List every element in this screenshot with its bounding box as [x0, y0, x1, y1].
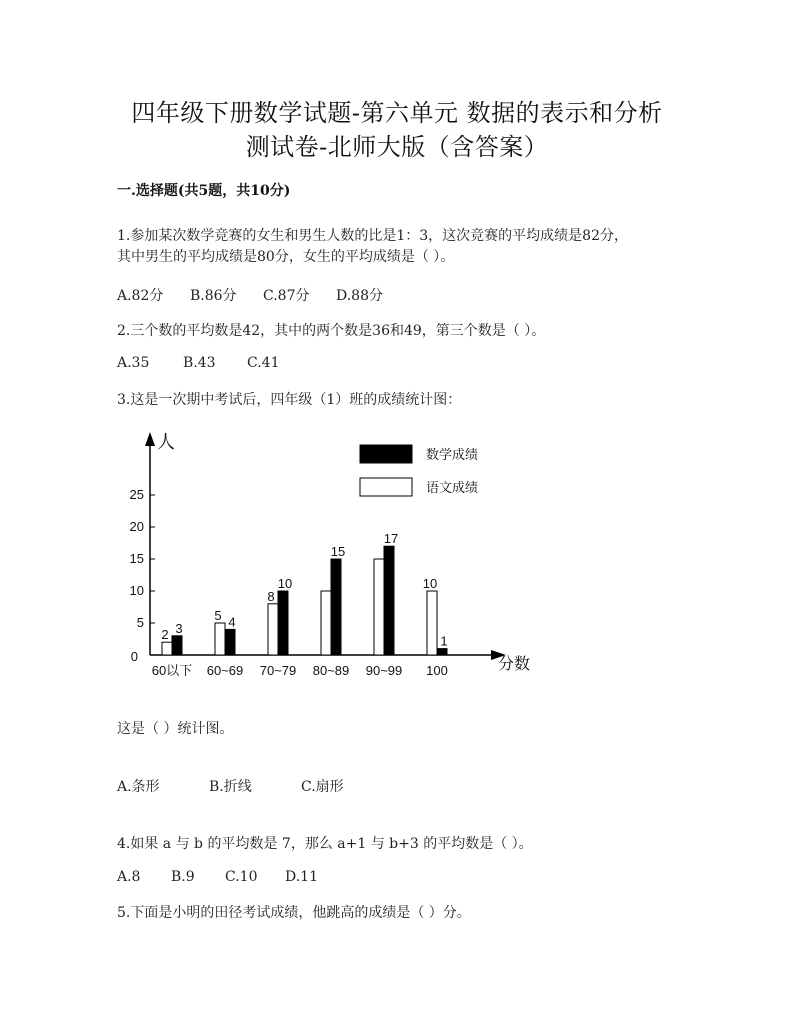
bar-data-label: 10 [422, 576, 438, 591]
question-5-text: 5.下面是小明的田径考试成绩，他跳高的成绩是（ ）分。 [117, 905, 471, 921]
x-tick-label: 90~99 [365, 663, 403, 678]
question-4-option-d[interactable]: D.11 [285, 869, 318, 885]
bar-data-label: 2 [161, 627, 169, 643]
question-2-option-a[interactable]: A.35 [117, 355, 150, 371]
bar-data-label: 4 [228, 614, 236, 630]
bar [331, 559, 341, 655]
legend-swatch [360, 478, 412, 496]
grade-bar-chart [110, 420, 550, 690]
question-1-option-a[interactable]: A.82分 [117, 288, 164, 304]
question-1-text-line-2: 其中男生的平均成绩是80分，女生的平均成绩是（ ）。 [117, 249, 455, 265]
question-3-option-a[interactable]: A.条形 [117, 779, 160, 795]
question-3-option-b[interactable]: B.折线 [209, 779, 252, 795]
question-3-followup: 这是（ ）统计图。 [117, 721, 234, 737]
x-tick-label: 60~69 [206, 663, 244, 678]
bar [384, 546, 394, 655]
legend-label: 语文成绩 [426, 480, 479, 495]
bar [437, 649, 447, 655]
bar-data-label: 10 [277, 576, 293, 591]
y-tick-label: 20 [129, 519, 144, 534]
document-title-line-2: 测试卷-北师大版（含答案） [245, 133, 549, 161]
bar [268, 604, 278, 655]
legend-swatch [360, 445, 412, 463]
x-tick-label: 100 [426, 663, 448, 678]
question-3-text: 3.这是一次期中考试后，四年级（1）班的成绩统计图： [117, 392, 462, 408]
bar-data-label: 5 [214, 608, 222, 623]
bar [162, 642, 172, 655]
y-tick-label: 5 [136, 615, 144, 630]
bar [278, 591, 288, 655]
question-2-text: 2.三个数的平均数是42，其中的两个数是36和49，第三个数是（ ）。 [117, 323, 546, 339]
question-3-option-c[interactable]: C.扇形 [301, 779, 344, 795]
bar-data-label: 1 [440, 633, 448, 649]
bar-data-label: 17 [383, 531, 399, 547]
question-2-option-c[interactable]: C.41 [247, 355, 280, 371]
bar-data-label: 15 [330, 544, 346, 559]
question-1-option-b[interactable]: B.86分 [190, 288, 237, 304]
y-axis-arrow [145, 432, 155, 446]
question-4-option-c[interactable]: C.10 [225, 869, 258, 885]
question-4-text: 4.如果 a 与 b 的平均数是 7，那么 a+1 与 b+3 的平均数是（ ）。 [117, 836, 533, 852]
x-tick-label: 80~89 [312, 663, 350, 678]
y-axis-label: 人 [157, 432, 175, 452]
x-axis-label: 分数 [498, 656, 531, 673]
legend-label: 数学成绩 [426, 447, 479, 462]
bar [172, 636, 182, 655]
section-heading-multiple-choice: 一.选择题(共5题，共10分) [117, 183, 291, 199]
x-tick-label: 60以下 [151, 663, 193, 678]
bar-data-label: 8 [267, 588, 275, 604]
bar [225, 629, 235, 655]
x-tick-label: 70~79 [259, 663, 297, 678]
question-4-option-a[interactable]: A.8 [117, 869, 141, 885]
origin-label: 0 [130, 649, 138, 664]
question-4-option-b[interactable]: B.9 [171, 869, 195, 885]
question-1-option-c[interactable]: C.87分 [263, 288, 310, 304]
y-tick-label: 10 [129, 583, 144, 598]
y-tick-label: 25 [129, 487, 144, 502]
y-tick-label: 15 [129, 551, 144, 566]
bar-data-label: 3 [175, 620, 183, 636]
bar [215, 623, 225, 655]
question-1-option-d[interactable]: D.88分 [336, 288, 383, 304]
bar [427, 591, 437, 655]
bar [374, 559, 384, 655]
question-1-text-line-1: 1.参加某次数学竞赛的女生和男生人数的比是1：3，这次竞赛的平均成绩是82分， [117, 228, 628, 244]
document-title-line-1: 四年级下册数学试题-第六单元 数据的表示和分析 [131, 99, 663, 127]
bar [321, 591, 331, 655]
question-2-option-b[interactable]: B.43 [183, 355, 216, 371]
